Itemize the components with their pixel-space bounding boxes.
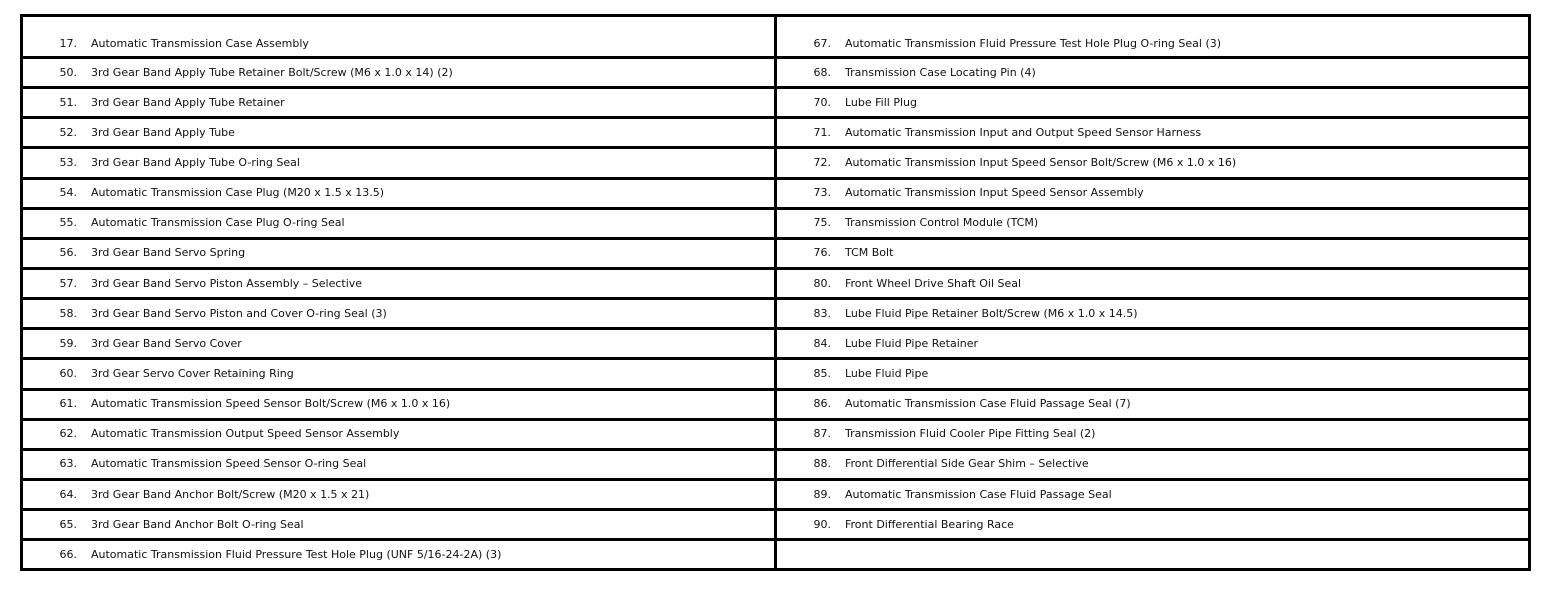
part-description: Automatic Transmission Case Fluid Passage Seal (7) [845, 397, 1131, 411]
part-description: Transmission Fluid Cooler Pipe Fitting Seal (2) [845, 427, 1096, 441]
legend-cell-right [776, 389, 1530, 419]
part-description: 3rd Gear Band Apply Tube [91, 125, 235, 139]
part-description: Automatic Transmission Case Fluid Passage Seal [845, 487, 1112, 501]
table-row [22, 268, 1530, 298]
part-number: 63. [59, 457, 77, 471]
part-description: 3rd Gear Band Servo Spring [91, 246, 246, 260]
part-description: Front Differential Bearing Race [845, 517, 1014, 531]
part-description: Automatic Transmission Speed Sensor O-ring Seal [91, 457, 367, 471]
parts-legend-table [20, 14, 1531, 571]
part-number: 51. [59, 95, 77, 109]
legend-cell-left [22, 238, 776, 268]
part-number: 17. [59, 37, 77, 50]
part-number: 84. [813, 336, 831, 350]
part-description: 3rd Gear Band Anchor Bolt/Screw (M20 x 1.5 x 21) [91, 487, 370, 501]
part-description: Automatic Transmission Input Speed Sensor Bolt/Screw (M6 x 1.0 x 16) [845, 155, 1237, 169]
legend-cell-right [776, 329, 1530, 359]
legend-cell-right [776, 208, 1530, 238]
legend-cell-left [22, 268, 776, 298]
part-description: 3rd Gear Band Servo Piston Assembly – Selective [91, 276, 363, 290]
table-row [22, 118, 1530, 148]
part-number: 55. [59, 216, 77, 230]
part-description: Transmission Control Module (TCM) [845, 216, 1039, 230]
legend-cell-right [776, 88, 1530, 118]
part-number: 68. [813, 65, 831, 79]
part-description: Automatic Transmission Input and Output Speed Sensor Harness [845, 125, 1202, 139]
legend-cell-left [22, 118, 776, 148]
part-description: Lube Fill Plug [845, 95, 917, 109]
part-number: 61. [59, 397, 77, 411]
table-row [22, 540, 1530, 570]
part-number: 66. [59, 547, 77, 561]
part-description: TCM Bolt [845, 246, 894, 260]
legend-cell-right [776, 58, 1530, 88]
part-description: Automatic Transmission Input Speed Sensor Assembly [845, 186, 1144, 200]
part-description: 3rd Gear Band Apply Tube Retainer [91, 95, 285, 109]
legend-cell-right [776, 178, 1530, 208]
part-description: Automatic Transmission Output Speed Sensor Assembly [91, 427, 400, 441]
part-description: 3rd Gear Band Apply Tube Retainer Bolt/Screw (M6 x 1.0 x 14) (2) [91, 65, 453, 79]
legend-cell-right [776, 148, 1530, 178]
part-number: 86. [813, 397, 831, 411]
legend-cell-right [776, 479, 1530, 509]
part-number: 57. [59, 276, 77, 290]
part-number: 60. [59, 366, 77, 380]
part-number: 70. [813, 95, 831, 109]
table-row [22, 178, 1530, 208]
part-number: 64. [59, 487, 77, 501]
part-number: 85. [813, 366, 831, 380]
legend-cell-left [22, 88, 776, 118]
part-number: 89. [813, 487, 831, 501]
part-number: 90. [813, 517, 831, 531]
part-description: Automatic Transmission Case Assembly [91, 37, 309, 50]
legend-cell-right [776, 238, 1530, 268]
table-row [22, 238, 1530, 268]
table-row [22, 16, 1530, 58]
part-number: 65. [59, 517, 77, 531]
part-number: 53. [59, 155, 77, 169]
part-description: Transmission Case Locating Pin (4) [845, 65, 1036, 79]
legend-cell-left [22, 359, 776, 389]
part-number: 73. [813, 186, 831, 200]
legend-cell-right [776, 299, 1530, 329]
parts-legend-body [22, 16, 1530, 570]
legend-cell-left [22, 479, 776, 509]
legend-cell-right [776, 268, 1530, 298]
part-number: 71. [813, 125, 831, 139]
legend-cell-left [22, 178, 776, 208]
part-description: Automatic Transmission Fluid Pressure Test Hole Plug O-ring Seal (3) [845, 37, 1222, 50]
part-number: 76. [813, 246, 831, 260]
part-description: 3rd Gear Band Servo Cover [91, 336, 242, 350]
table-row [22, 359, 1530, 389]
part-description: Automatic Transmission Speed Sensor Bolt/Screw (M6 x 1.0 x 16) [91, 397, 451, 411]
legend-cell-left [22, 449, 776, 479]
table-row [22, 58, 1530, 88]
part-description: Front Wheel Drive Shaft Oil Seal [845, 276, 1022, 290]
legend-cell-left [22, 419, 776, 449]
legend-cell-left [22, 389, 776, 419]
part-number: 67. [813, 37, 831, 50]
table-row [22, 389, 1530, 419]
part-number: 59. [59, 336, 77, 350]
table-row [22, 88, 1530, 118]
legend-cell-right [776, 118, 1530, 148]
legend-cell-left [22, 16, 776, 58]
legend-cell-left [22, 208, 776, 238]
part-number: 80. [813, 276, 831, 290]
part-number: 75. [813, 216, 831, 230]
part-number: 50. [59, 65, 77, 79]
part-description: Lube Fluid Pipe Retainer [845, 336, 979, 350]
part-description: Automatic Transmission Case Plug O-ring Seal [91, 216, 345, 230]
part-description: 3rd Gear Servo Cover Retaining Ring [91, 366, 294, 380]
part-description: 3rd Gear Band Anchor Bolt O-ring Seal [91, 517, 304, 531]
legend-cell-right [776, 359, 1530, 389]
table-row [22, 329, 1530, 359]
part-description: Automatic Transmission Fluid Pressure Test Hole Plug (UNF 5/16-24-2A) (3) [91, 547, 502, 561]
part-number: 88. [813, 457, 831, 471]
legend-cell-left [22, 510, 776, 540]
legend-cell-right [776, 449, 1530, 479]
part-number: 83. [813, 306, 831, 320]
legend-cell-right [776, 16, 1530, 58]
part-description: 3rd Gear Band Servo Piston and Cover O-ring Seal (3) [91, 306, 387, 320]
part-number: 62. [59, 427, 77, 441]
legend-cell-left [22, 540, 776, 570]
table-row [22, 479, 1530, 509]
part-description: Lube Fluid Pipe [845, 366, 929, 380]
legend-cell-left [22, 58, 776, 88]
table-row [22, 299, 1530, 329]
part-description: Front Differential Side Gear Shim – Selective [845, 457, 1089, 471]
part-number: 54. [59, 186, 77, 200]
table-row [22, 148, 1530, 178]
legend-cell-left [22, 299, 776, 329]
legend-cell-left [22, 148, 776, 178]
part-number: 72. [813, 155, 831, 169]
table-row [22, 510, 1530, 540]
table-row [22, 419, 1530, 449]
part-description: 3rd Gear Band Apply Tube O-ring Seal [91, 155, 300, 169]
legend-cell-left [22, 329, 776, 359]
part-number: 87. [813, 427, 831, 441]
part-description: Automatic Transmission Case Plug (M20 x 1.5 x 13.5) [91, 186, 385, 200]
part-number: 58. [59, 306, 77, 320]
part-description: Lube Fluid Pipe Retainer Bolt/Screw (M6 x 1.0 x 14.5) [845, 306, 1138, 320]
part-number: 56. [59, 246, 77, 260]
legend-cell-right [776, 540, 1530, 570]
legend-cell-right [776, 419, 1530, 449]
legend-cell-right [776, 510, 1530, 540]
table-row [22, 449, 1530, 479]
table-row [22, 208, 1530, 238]
part-number: 52. [59, 125, 77, 139]
